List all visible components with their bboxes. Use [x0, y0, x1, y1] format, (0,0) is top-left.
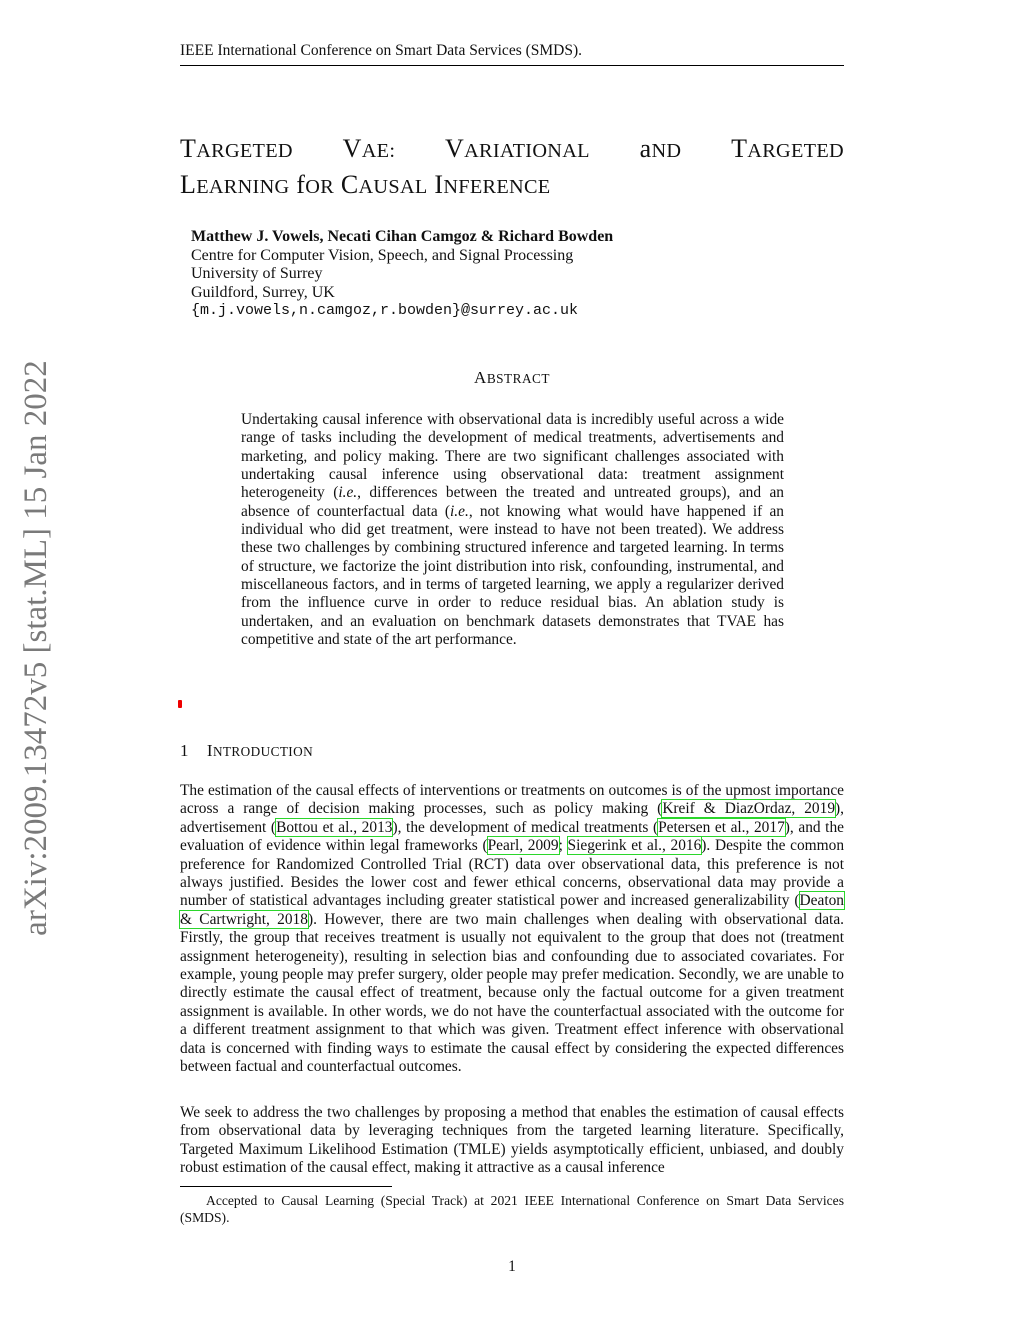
- citation-link[interactable]: Bottou et al., 2013: [276, 818, 393, 836]
- title-word-2: VAE:: [342, 134, 396, 163]
- intro-paragraph-2: We seek to address the two challenges by proposing a method that enables the estimation of causal effects from observational data by leveraging techniques from the targeted learning literature. Specifically, Targeted Maximum Likelihood Estimation (TMLE) yields asymptotically efficient, unbiased, and doubly robust estimation of the causal effect, making it attractive as a causal inference: [180, 1104, 844, 1177]
- abstract-seg-1: Undertaking causal inference with observational data is incredibly useful across a wide range of tasks including the development of medical treatments, advertisements and marketing, and policy making. There are two significant challenges associated with undertaking causal inference using observational data: treatment assignment heterogeneity (: [241, 411, 784, 502]
- title-word-5: TARGETED: [731, 134, 844, 163]
- intro-text-1: The estimation of the causal effects of interventions or treatments on outcomes is of the upmost importance across a range of decision making processes, such as policy making (: [180, 782, 844, 818]
- intro-paragraph-1: [180, 782, 844, 1077]
- footnote: Accepted to Causal Learning (Special Track) at 2021 IEEE International Conference on Smart Data Services (SMDS).: [180, 1193, 844, 1225]
- title-word-3: VARIATIONAL: [445, 134, 590, 163]
- intro-text-6: ). Despite the common preference for Randomized Controlled Trial (RCT) data over observational data, this preference is not always justified. Besides the lower cost and fewer ethical concerns, observational data may provide a number of statistical advantages including greater statistical power and increased generalizability (: [180, 837, 845, 910]
- affiliation-line-3: Guildford, Surrey, UK: [191, 283, 335, 301]
- intro-text-5: ;: [558, 837, 568, 855]
- intro-text-2: ), advertisement (: [180, 800, 845, 836]
- affiliation-line-2: University of Surrey: [191, 265, 323, 282]
- citation-link[interactable]: Pearl, 2009: [487, 837, 559, 855]
- annotation-mark: [178, 700, 182, 708]
- intro-text-7: ). However, there are two main challenges when dealing with observational data. Firstly, the group that receives treatment is usually not equivalent to the group that does not (treatment assignment heterogeneity), resulting in selection bias and confounding due to associated covariates. For example, young people may prefer surgery, older people may prefer medication. Secondly, we are unable to directly estimate the causal effect of treatment, because only the factual outcome for a given treatment assignment is available. In other words, we do not have the counterfactual associated with the outcome for a different treatment assignment to that which was given. Treatment effect inference with observational data is concerned with finding ways to estimate the causal effect by considering the expected differences between factual and counterfactual outcomes.: [180, 910, 844, 1076]
- title-line-2: LEARNING fOR CAUSAL INFERENCE: [180, 170, 551, 199]
- abstract-text: [241, 411, 784, 649]
- abstract-ie-1: i.e.: [338, 484, 358, 502]
- intro-text-4: ), and the evaluation of evidence within legal frameworks (: [180, 818, 844, 855]
- abstract-seg-2: , differences between the treated and untreated groups), and an absence of counterfactual data (: [241, 484, 785, 520]
- section-title: INTRODUCTION: [206, 741, 314, 760]
- citation-link[interactable]: Siegerink et al., 2016: [567, 837, 702, 855]
- section-heading: [180, 741, 313, 761]
- section-number: 1: [180, 741, 189, 760]
- citation-link[interactable]: Kreif & DiazOrdaz, 2019: [662, 800, 836, 818]
- footnote-divider: [180, 1186, 392, 1187]
- author-block: [191, 228, 613, 321]
- running-header: IEEE International Conference on Smart Data Services (SMDS).: [180, 42, 844, 66]
- affiliation-line-1: Centre for Computer Vision, Speech, and Signal Processing: [191, 246, 574, 264]
- abstract-seg-3: , not knowing what would have happened if an individual who did get treatment, were instead to have not been treated). We address these two challenges by combining structured inference and targeted learning. In terms of structure, we factorize the joint distribution into risk, confounding, instrumental, and miscellaneous factors, and in terms of targeted learning, we apply a regularizer derived from the influence curve in order to reduce residual bias. An ablation study is undertaken, and an evaluation on benchmark datasets demonstrates that TVAE has competitive and state of the art performance.: [241, 502, 784, 649]
- citation-link[interactable]: Deaton & Cartwright, 2018: [180, 892, 844, 928]
- title-word-4: aND: [639, 134, 682, 163]
- page-number: 1: [508, 1258, 516, 1275]
- title-word-1: TARGETED: [180, 134, 293, 163]
- intro-text-3: ), the development of medical treatments (: [392, 818, 659, 836]
- author-names: Matthew J. Vowels, Necati Cihan Camgoz & Richard Bowden: [191, 228, 614, 245]
- citation-link[interactable]: Petersen et al., 2017: [658, 818, 785, 836]
- abstract-heading: ABSTRACT: [474, 368, 550, 387]
- title-line-1: [180, 132, 844, 168]
- arxiv-stamp: arXiv:2009.13472v5 [stat.ML] 15 Jan 2022: [18, 360, 54, 936]
- author-emails: {m.j.vowels,n.camgoz,r.bowden}@surrey.ac.uk: [191, 302, 579, 319]
- abstract-ie-2: i.e.: [450, 502, 469, 520]
- paper-title: [180, 132, 844, 204]
